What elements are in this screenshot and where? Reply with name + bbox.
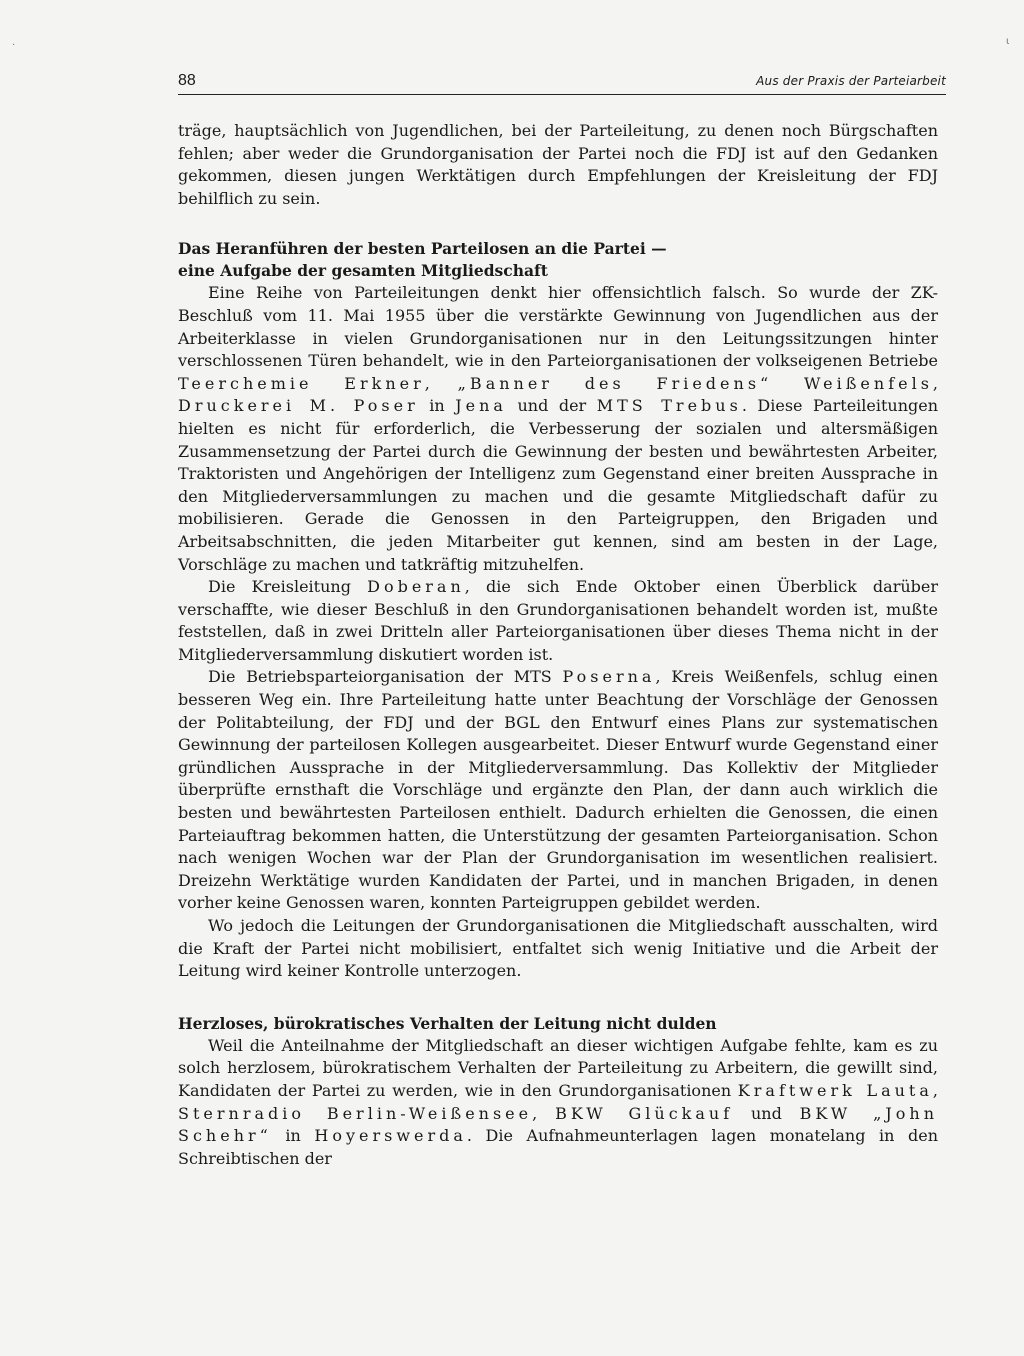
spaced-name: MTS Trebus [596, 396, 742, 416]
text-run: , [932, 1080, 938, 1100]
running-head: Aus der Praxis der Parteiarbeit [756, 74, 946, 88]
page-header [178, 72, 946, 95]
spaced-name: Jena [455, 396, 507, 416]
text-run: , Kreis Weißenfels, schlug einen besseren Weg ein. Ihre Parteileitung hatte unter Beachtung der Vorschläge der Genossen der Politabteilung, der FDJ und der BGL den Entwurf eines Plans zur systematischen Gewinnung der parteilosen Kollegen ausgearbeitet. Dieser Entwurf wurde Gegenstand einer gründlichen Aussprache in der Mitgliederversammlung. Das Kollektiv der Mitglieder überprüfte ernsthaft die Vorschläge und ergänzte den Plan, der dann auch wirklich die besten und bewährtesten Parteilosen enthielt. Dadurch erhielten die Genossen, die einen Parteiauftrag bekommen hatten, die Unterstützung der gesamten Parteiorganisation. Schon nach wenigen Wochen war der Plan der Grundorganisation im wesentlichen realisiert. Dreizehn Werktätige wurden Kandidaten der Partei, und in manchen Brigaden, in denen vorher keine Genossen waren, konnten Parteigruppen gebildet werden. [178, 667, 938, 913]
text-run: , [532, 1103, 556, 1123]
text-run: Eine Reihe von Parteileitungen denkt hier offensichtlich falsch. So wurde der ZK-Beschluß vom 11. Mai 1955 über die verstärkte Gewinnung von Jugendlichen aus der Arbeiterklasse in vielen Grundorganisationen nur in den Leitungssitzungen hinter verschlossenen Türen behandelt, wie in den Parteiorganisationen der volkseigenen Betriebe [178, 283, 938, 371]
section-heading-1-line1: Das Heranführen der besten Parteilosen an die Partei — [178, 239, 667, 259]
spaced-name: Kraftwerk Lauta [737, 1080, 933, 1100]
text-run: , [932, 373, 939, 393]
text-run: , [424, 373, 458, 393]
section-heading-1 [178, 238, 938, 282]
scan-speck: · [12, 40, 16, 51]
text-run: Die Kreisleitung [208, 577, 368, 597]
spaced-name: BKW Glückauf [555, 1103, 734, 1123]
paragraph [178, 666, 938, 915]
scan-speck: ι [1006, 36, 1010, 47]
text-run: . Die Aufnahmeunterlagen lagen monatelang in den Schreibtischen der [178, 1126, 938, 1168]
section-heading-2: Herzloses, bürokratisches Verhalten der Leitung nicht dulden [178, 1013, 717, 1033]
spaced-name: BKW „John Schehr“ [178, 1103, 939, 1146]
text-run: , die sich Ende Oktober einen Überblick darüber verschaffte, wie dieser Beschluß in den Grundorganisationen behandelt worden ist, mußte feststellen, daß in zwei Dritteln aller Parteiorganisationen über dieses Thema nicht in der Mitgliederversammlung diskutiert worden ist. [178, 577, 939, 664]
text-run: und der [506, 396, 597, 416]
paragraph [178, 282, 938, 576]
text-run: Die Betriebsparteiorganisation der MTS [208, 667, 563, 687]
spaced-name: Teerchemie Erkner [178, 373, 425, 393]
spaced-name: Doberan [367, 577, 465, 597]
text-run: . Diese Parteileitungen hielten es nicht für erforderlich, die Verbesserung der sozialen und altersmäßigen Zusammensetzung der Partei durch die Gewinnung der besten und bewährtesten Arbeiter, Traktoristen und Angehörigen der Intelligenz zum Gegenstand einer breiten Aussprache in den Mitgliederversammlungen zu machen und die gesamte Mitgliedschaft dafür zu mobilisieren. Gerade die Genossen in den Parteigruppen, den Brigaden und Arbeitsabschnitten, die jeden Mitarbeiter gut kennen, sind am besten in der Lage, Vorschläge zu machen und tatkräftig mitzuhelfen. [178, 396, 939, 574]
paragraph: Wo jedoch die Leitungen der Grundorganisationen die Mitgliedschaft ausschalten, wird die Kraft der Partei nicht mobilisiert, entfaltet sich wenig Initiative und die Arbeit der Leitung wird keiner Kontrolle unterzogen. [178, 916, 938, 981]
spaced-name: Sternradio Berlin-Weißensee [178, 1103, 533, 1123]
paragraph [178, 1035, 938, 1171]
paragraph [178, 576, 938, 666]
page-number: 88 [178, 72, 196, 89]
text-run: und [733, 1103, 800, 1123]
text-run: Weil die Anteilnahme der Mitgliedschaft an dieser wichtigen Aufgabe fehlte, kam es zu solch herzlosem, bürokratischem Verhalten der Parteileitung zu Arbeitern, die gewillt sind, Kandidaten der Partei zu werden, wie in den Grundorganisationen [178, 1035, 938, 1100]
spaced-name: Druckerei M. Poser [178, 396, 419, 416]
spaced-name: Poserna [562, 667, 656, 687]
section-heading-1-line2: eine Aufgabe der gesamten Mitgliedschaft [178, 261, 548, 281]
text-run: in [418, 396, 456, 416]
body-text [178, 120, 938, 1170]
text-run: in [271, 1126, 315, 1146]
paragraph-continued: träge, hauptsächlich von Jugendlichen, bei der Parteileitung, zu denen noch Bürgschaften fehlen; aber weder die Grundorganisation der Partei noch die FDJ ist auf den Gedanken gekommen, diesen jungen Werktätigen durch Empfehlungen der Kreisleitung der FDJ behilflich zu sein. [178, 121, 938, 208]
spaced-name: Hoyerswerda [314, 1126, 467, 1146]
spaced-name: „Banner des Friedens“ Weißenfels [457, 373, 933, 393]
